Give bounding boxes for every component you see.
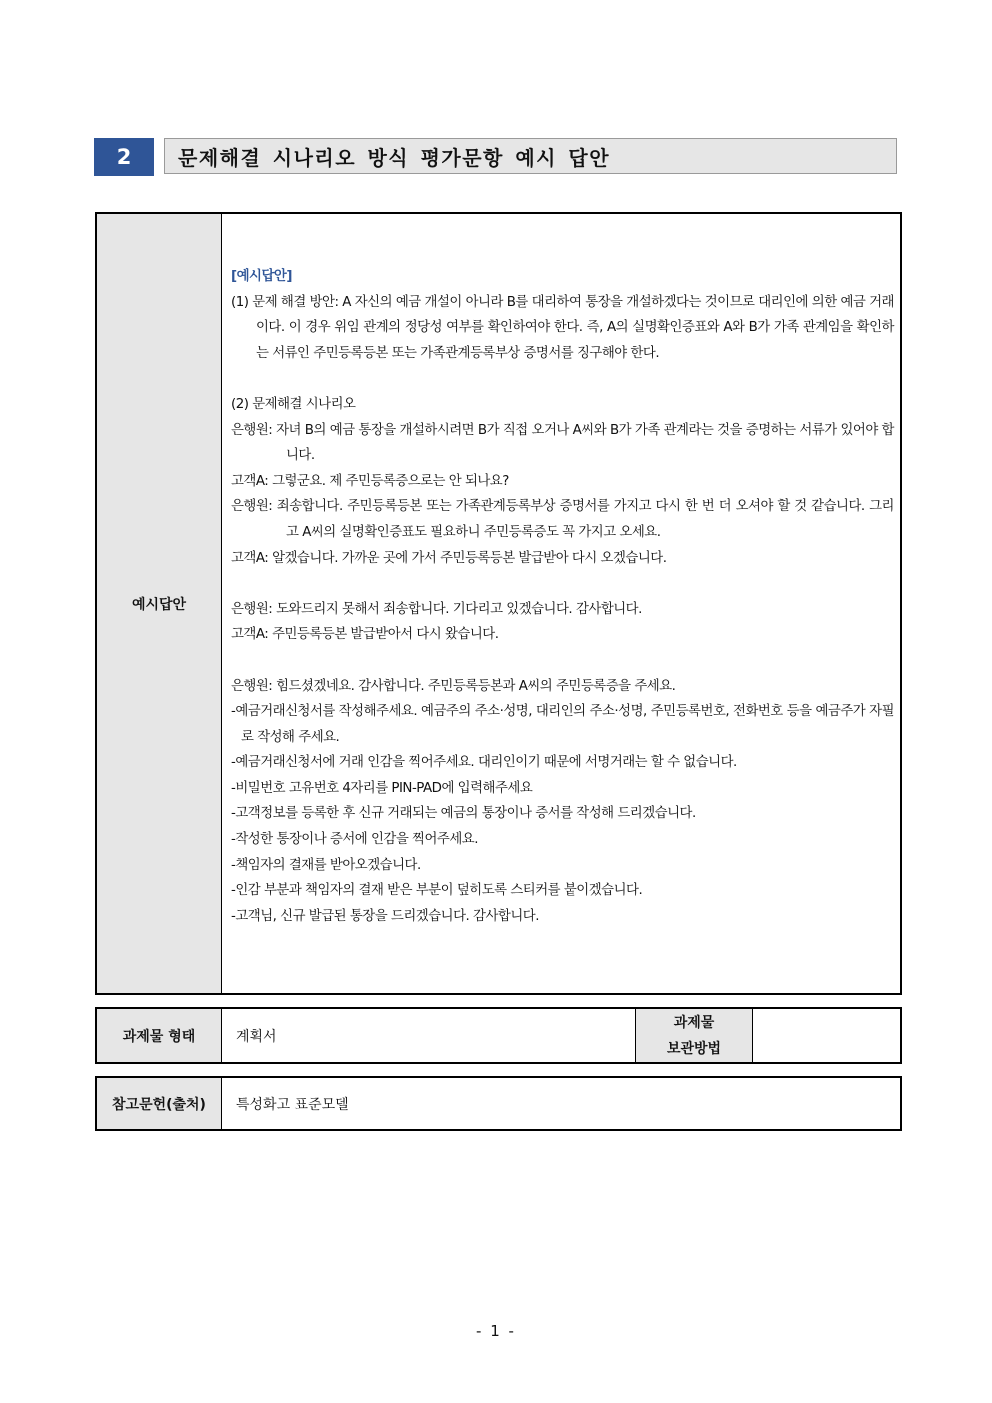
step-item: -인감 부분과 책임자의 결재 받은 부분이 덮히도록 스티커를 붙이겠습니다. — [231, 883, 643, 899]
dialogue-line: 은행원: 죄송합니다. 주민등록등본 또는 가족관계등록부상 증명서를 가지고 다시 한 번 더 오셔야 할 것 같습니다. 그리고 A씨의 실명확인증표도 필요하니 주민등록증도 꼭 가지고 오세요. — [231, 499, 894, 540]
step-item: -작성한 통장이나 증서에 인감을 찍어주세요. — [231, 832, 478, 848]
output-type-value: 계획서 — [222, 1009, 636, 1062]
section-title: 문제해결 시나리오 방식 평가문항 예시 답안 — [164, 138, 897, 174]
answer-label: 예시답안 — [97, 214, 222, 993]
step-item: -고객님, 신규 발급된 통장을 드리겠습니다. 감사합니다. — [231, 908, 539, 924]
dialogue-line: 고객A: 주민등록등본 발급받아서 다시 왔습니다. — [231, 627, 499, 643]
page-number: - 1 - — [476, 1322, 516, 1340]
dialogue-line: 고객A: 알겠습니다. 가까운 곳에 가서 주민등록등본 발급받아 다시 오겠습니다. — [231, 550, 667, 566]
reference-value: 특성화고 표준모델 — [236, 1096, 349, 1113]
answer-content — [231, 264, 894, 929]
step-item: -비밀번호 고유번호 4자리를 PIN-PAD에 입력해주세요 — [231, 780, 533, 796]
solution-paragraph: (1) 문제 해결 방안: A 자신의 예금 개설이 아니라 B를 대리하여 통장을 개설하겠다는 것이므로 대리인에 의한 예금 거래이다. 이 경우 위임 관계의 정당성 여부를 확인하여야 한다. 즉, A의 실명확인증표와 A와 B가 가족 관계임을 확인하는 서류인 주민등록등본 또는 가족관계등록부상 증명서를 징구해야 한다. — [231, 294, 894, 361]
step-item: -책임자의 결재를 받아오겠습니다. — [231, 857, 421, 873]
dialogue-line: 은행원: 자녀 B의 예금 통장을 개설하시려면 B가 직접 오거나 A씨와 B가 가족 관계라는 것을 증명하는 서류가 있어야 합니다. — [231, 422, 894, 464]
answer-table — [95, 212, 902, 995]
output-storage-value — [753, 1009, 900, 1062]
reference-table — [95, 1076, 902, 1131]
output-storage-label-line2: 보관방법 — [666, 1040, 722, 1057]
output-type-label: 과제물 형태 — [97, 1009, 222, 1062]
step-item: -고객정보를 등록한 후 신규 거래되는 예금의 통장이나 증서를 작성해 드리겠습니다. — [231, 806, 696, 822]
section-header — [94, 138, 899, 176]
output-table — [95, 1007, 902, 1064]
output-storage-label — [636, 1009, 753, 1062]
dialogue-line: 은행원: 도와드리지 못해서 죄송합니다. 기다리고 있겠습니다. 감사합니다. — [231, 601, 642, 617]
answer-heading: [예시답안] — [231, 269, 292, 284]
step-item: -예금거래신청서를 작성해주세요. 예금주의 주소·성명, 대리인의 주소·성명, 주민등록번호, 전화번호 등을 예금주가 자필로 작성해 주세요. — [231, 704, 894, 745]
step-item: -예금거래신청서에 거래 인감을 찍어주세요. 대리인이기 때문에 서명거래는 할 수 없습니다. — [231, 755, 737, 771]
output-storage-label-line1: 과제물 — [673, 1014, 715, 1031]
scenario-title: (2) 문제해결 시나리오 — [231, 396, 356, 412]
section-number: 2 — [94, 138, 154, 176]
dialogue-line: 은행원: 힘드셨겠네요. 감사합니다. 주민등록등본과 A씨의 주민등록증을 주세요. — [231, 678, 676, 694]
dialogue-line: 고객A: 그렇군요. 제 주민등록증으로는 안 되나요? — [231, 473, 509, 489]
reference-label: 참고문헌(출처) — [97, 1078, 222, 1129]
